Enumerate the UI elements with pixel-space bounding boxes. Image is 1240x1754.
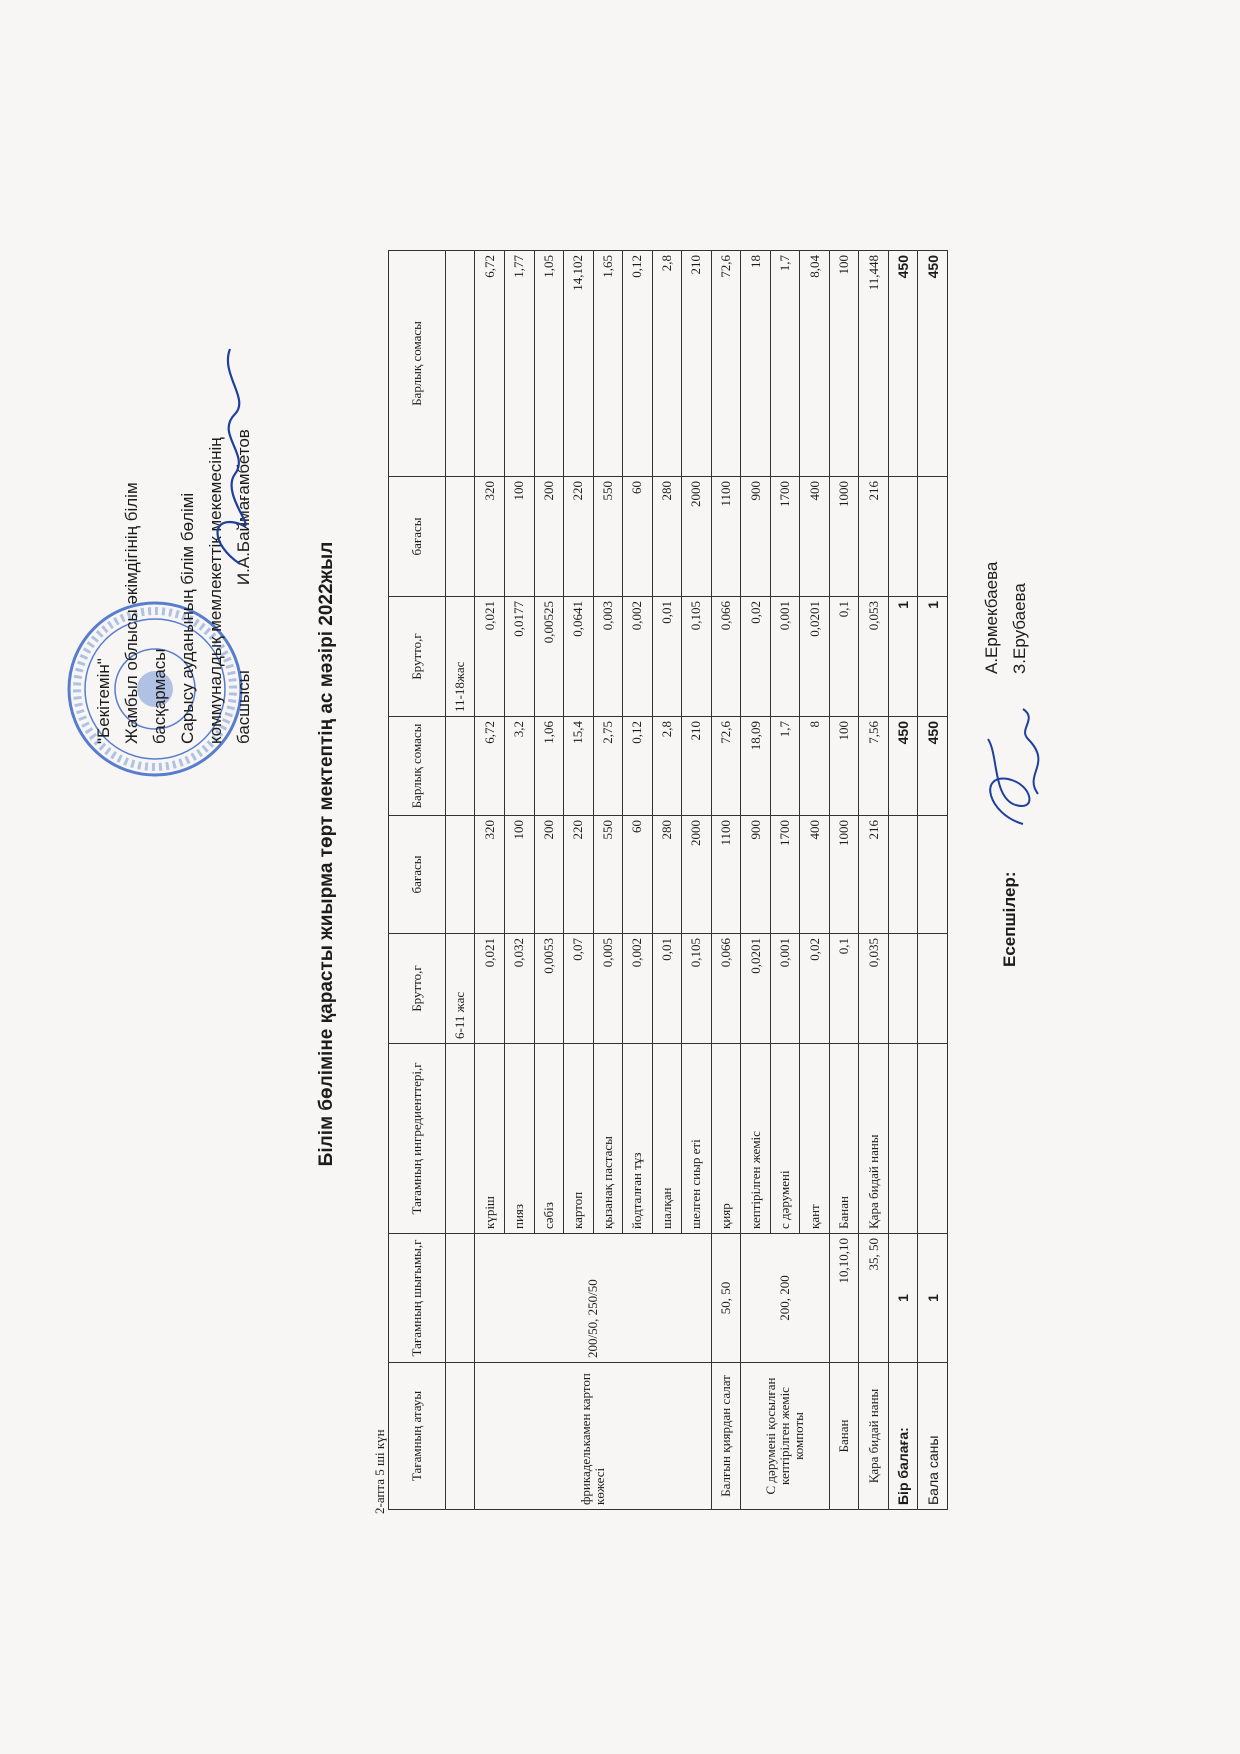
sum-a: 0,12 (623, 717, 653, 816)
sum-a: 100 (829, 717, 859, 816)
signer-name-2: З.Ерубаева (1010, 583, 1029, 674)
dish-name: Банан (829, 1363, 859, 1510)
approval-line: басқармасы (150, 648, 169, 744)
sum-a: 18,09 (741, 717, 771, 816)
sum-a: 7,56 (859, 717, 889, 816)
brutto-b: 0,01 (652, 597, 682, 717)
week-label: 2-апта 5 ші күн (372, 1429, 387, 1514)
ingredient: Қара бидай наны (859, 1044, 889, 1234)
brutto-a: 0,02 (800, 934, 830, 1044)
brutto-a: 0,032 (505, 934, 535, 1044)
table-row (741, 251, 771, 1510)
price-b: 220 (564, 477, 594, 597)
dish-name: Қара бидай наны (859, 1363, 889, 1510)
ingredient: күріш (475, 1044, 505, 1234)
sum-b: 1,7 (770, 251, 800, 477)
ingredient: Банан (829, 1044, 859, 1234)
price-a: 1700 (770, 816, 800, 934)
children-qty: 1 (918, 1234, 948, 1363)
dish-name: С дәрумені қосылған кептірілген жеміс компоты (741, 1363, 830, 1510)
per-child-qty-b: 1 (888, 597, 918, 717)
price-b: 1100 (711, 477, 741, 597)
price-b: 216 (859, 477, 889, 597)
header-dish: Тағамның атауы (389, 1363, 446, 1510)
sum-b: 6,72 (475, 251, 505, 477)
brutto-b: 0,002 (623, 597, 653, 717)
sum-a: 3,2 (505, 717, 535, 816)
price-a: 550 (593, 816, 623, 934)
per-child-sum-a: 450 (888, 717, 918, 816)
header-sum-b: Барлық сомасы (389, 251, 446, 477)
ingredient: картоп (564, 1044, 594, 1234)
per-child-qty: 1 (888, 1234, 918, 1363)
sum-a: 6,72 (475, 717, 505, 816)
sum-a: 15,4 (564, 717, 594, 816)
brutto-b: 0,001 (770, 597, 800, 717)
header-sum-a: Барлық сомасы (389, 717, 446, 816)
approver-signature (200, 344, 270, 574)
dish-portion: 50, 50 (711, 1234, 741, 1363)
children-sum-a: 450 (918, 717, 948, 816)
dish-name: Балғын қиярдан салат (711, 1363, 741, 1510)
price-a: 1000 (829, 816, 859, 934)
dish-portion: 10,10,10 (829, 1234, 859, 1363)
price-a: 400 (800, 816, 830, 934)
brutto-b: 0,105 (682, 597, 712, 717)
children-sum-b: 450 (918, 251, 948, 477)
ingredient: пияз (505, 1044, 535, 1234)
price-b: 200 (534, 477, 564, 597)
header-portion: Тағамның шығымы,г (389, 1234, 446, 1363)
sum-b: 72,6 (711, 251, 741, 477)
signers-label: Есепшілер: (1000, 871, 1019, 967)
price-b: 60 (623, 477, 653, 597)
price-a: 900 (741, 816, 771, 934)
sum-b: 18 (741, 251, 771, 477)
age-group-a: 6-11 жас (445, 934, 475, 1044)
header-row (389, 251, 446, 1510)
dish-name: фрикаделькамен картоп көжесі (475, 1363, 711, 1510)
brutto-b: 0,021 (475, 597, 505, 717)
sum-b: 210 (682, 251, 712, 477)
sum-b: 11,448 (859, 251, 889, 477)
ingredient: шелген сиыр еті (682, 1044, 712, 1234)
dish-portion: 35, 50 (859, 1234, 889, 1363)
brutto-a: 0,002 (623, 934, 653, 1044)
brutto-a: 0,005 (593, 934, 623, 1044)
document-title: Білім бөліміне қарасты жиырма төрт мектептің ас мәзірі 2022жыл (316, 541, 337, 1167)
ingredient: сәбіз (534, 1044, 564, 1234)
sum-b: 14,102 (564, 251, 594, 477)
accountant-signature (968, 704, 1058, 834)
ingredient: с дәрумені (770, 1044, 800, 1234)
approval-line: Жамбыл облысы әкімдігінің білім (122, 482, 141, 744)
price-a: 2000 (682, 816, 712, 934)
brutto-a: 0,105 (682, 934, 712, 1044)
table-row (829, 251, 859, 1510)
brutto-b: 0,0641 (564, 597, 594, 717)
price-b: 100 (505, 477, 535, 597)
per-child-label: Бір балаға: (888, 1363, 918, 1510)
header-brutto-b: Брутто,г (389, 597, 446, 717)
brutto-a: 0,0053 (534, 934, 564, 1044)
brutto-a: 0,035 (859, 934, 889, 1044)
brutto-b: 0,00525 (534, 597, 564, 717)
header-ingredients: Тағамның ингредиенттері,г (389, 1044, 446, 1234)
brutto-b: 0,0201 (800, 597, 830, 717)
per-child-sum-b: 450 (888, 251, 918, 477)
header-price-a: бағасы (389, 816, 446, 934)
sum-a: 1,7 (770, 717, 800, 816)
price-a: 200 (534, 816, 564, 934)
price-b: 1700 (770, 477, 800, 597)
per-child-row (888, 251, 918, 1510)
ingredient: қызанақ пастасы (593, 1044, 623, 1234)
children-label: Бала саны (918, 1363, 948, 1510)
brutto-a: 0,021 (475, 934, 505, 1044)
table-row (475, 251, 505, 1510)
table-row (859, 251, 889, 1510)
dish-portion: 200/50, 250/50 (475, 1234, 711, 1363)
brutto-b: 0,053 (859, 597, 889, 717)
sum-b: 1,65 (593, 251, 623, 477)
sum-b: 2,8 (652, 251, 682, 477)
signer-name-1: А.Ермекбаева (982, 561, 1001, 674)
sum-b: 1,77 (505, 251, 535, 477)
sum-b: 0,12 (623, 251, 653, 477)
brutto-a: 0,066 (711, 934, 741, 1044)
approval-line: Сарысу ауданының білім бөлімі (178, 492, 197, 744)
price-b: 320 (475, 477, 505, 597)
header-brutto-a: Брутто,г (389, 934, 446, 1044)
brutto-a: 0,1 (829, 934, 859, 1044)
sum-a: 2,75 (593, 717, 623, 816)
ingredient: кептірілген жеміс (741, 1044, 771, 1234)
sum-a: 2,8 (652, 717, 682, 816)
age-row (445, 251, 475, 1510)
brutto-a: 0,07 (564, 934, 594, 1044)
menu-table (388, 250, 948, 1510)
price-a: 320 (475, 816, 505, 934)
price-a: 280 (652, 816, 682, 934)
ingredient: қияр (711, 1044, 741, 1234)
sum-a: 210 (682, 717, 712, 816)
price-a: 60 (623, 816, 653, 934)
approval-title: басшысы (234, 670, 253, 744)
ingredient: йодталған тұз (623, 1044, 653, 1234)
approval-line: "Бекітемін" (94, 658, 113, 744)
header-price-b: бағасы (389, 477, 446, 597)
sum-b: 100 (829, 251, 859, 477)
price-b: 280 (652, 477, 682, 597)
brutto-a: 0,0201 (741, 934, 771, 1044)
brutto-b: 0,066 (711, 597, 741, 717)
price-b: 400 (800, 477, 830, 597)
price-b: 2000 (682, 477, 712, 597)
sum-a: 72,6 (711, 717, 741, 816)
price-a: 1100 (711, 816, 741, 934)
brutto-b: 0,0177 (505, 597, 535, 717)
price-b: 550 (593, 477, 623, 597)
approver-name: И.А.Баймағамбетов (234, 429, 253, 586)
table-row (711, 251, 741, 1510)
brutto-b: 0,1 (829, 597, 859, 717)
price-b: 1000 (829, 477, 859, 597)
brutto-b: 0,02 (741, 597, 771, 717)
sum-a: 1,06 (534, 717, 564, 816)
brutto-a: 0,001 (770, 934, 800, 1044)
age-group-b: 11-18жас (445, 597, 475, 717)
sum-a: 8 (800, 717, 830, 816)
price-a: 216 (859, 816, 889, 934)
approval-line: коммуналдық мемлекеттік мекемесінің (206, 437, 225, 744)
price-a: 100 (505, 816, 535, 934)
price-a: 220 (564, 816, 594, 934)
sum-b: 8,04 (800, 251, 830, 477)
sum-b: 1,05 (534, 251, 564, 477)
price-b: 900 (741, 477, 771, 597)
brutto-a: 0,01 (652, 934, 682, 1044)
children-row (918, 251, 948, 1510)
dish-portion: 200, 200 (741, 1234, 830, 1363)
children-qty-b: 1 (918, 597, 948, 717)
brutto-b: 0,003 (593, 597, 623, 717)
ingredient: қант (800, 1044, 830, 1234)
ingredient: шалқан (652, 1044, 682, 1234)
